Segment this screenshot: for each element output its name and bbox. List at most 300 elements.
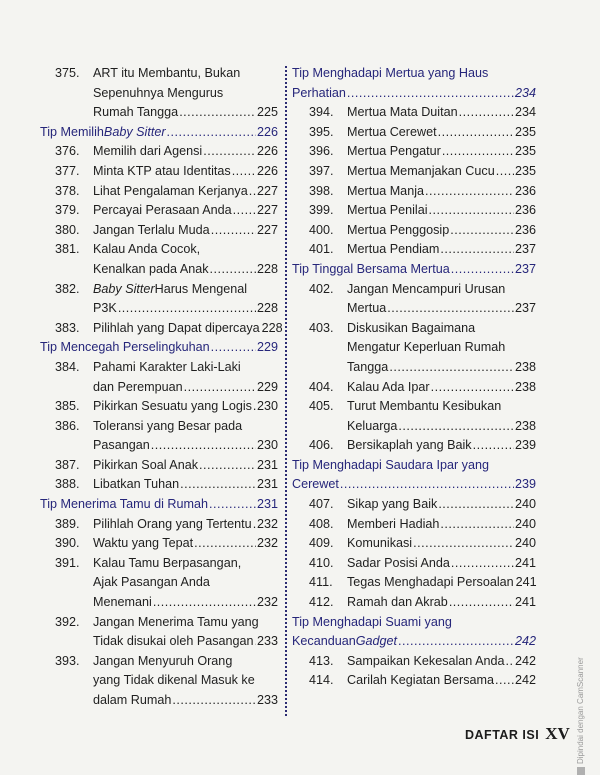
entry-page-number: 240	[514, 536, 536, 551]
dot-leader	[199, 456, 256, 476]
entry-title-text: Mertua	[347, 301, 387, 316]
entry-body	[347, 103, 536, 123]
entry-page-number: 232	[256, 536, 278, 551]
toc-entry	[40, 142, 278, 162]
toc-section-heading	[292, 260, 536, 280]
entry-title-text: ART itu Membantu, Bukan	[93, 66, 241, 80]
toc-entry	[292, 534, 536, 554]
entry-line	[347, 652, 536, 672]
dot-leader	[210, 260, 256, 280]
entry-line	[93, 103, 278, 123]
toc-entry	[40, 319, 283, 339]
toc-entry	[40, 358, 278, 397]
entry-number: 383.	[55, 320, 80, 335]
entry-page-number: 238	[514, 359, 536, 374]
toc-section-heading	[292, 64, 536, 103]
entry-line	[93, 201, 278, 221]
dot-leader	[398, 417, 514, 437]
dot-leader	[253, 515, 256, 535]
entry-title-text: Minta KTP atau Identitas	[93, 163, 231, 178]
entry-line	[93, 378, 278, 398]
entry-body	[93, 280, 278, 319]
entry-title-text: Tangga	[347, 359, 389, 374]
toc-entry	[40, 162, 278, 182]
entry-title-text: Libatkan Tuhan	[93, 477, 180, 492]
entry-page-number: 237	[514, 242, 536, 257]
entry-number: 381.	[55, 242, 80, 257]
entry-page-number: 227	[256, 183, 278, 198]
entry-number: 413.	[309, 653, 334, 668]
toc-section-heading	[292, 456, 536, 495]
toc-entry	[40, 221, 278, 241]
toc-entry	[292, 495, 536, 515]
entry-title-text: Kenalkan pada Anak	[93, 261, 209, 276]
entry-page-number: 227	[256, 203, 278, 218]
dot-leader	[442, 142, 514, 162]
entry-body	[93, 240, 278, 279]
dot-leader	[449, 593, 514, 613]
entry-body	[93, 142, 278, 162]
entry-title-text: Ajak Pasangan Anda	[93, 575, 210, 590]
section-page-number: 237	[514, 261, 536, 276]
section-title-text: Tip Mencegah Perselingkuhan	[40, 340, 210, 355]
entry-body	[347, 319, 536, 378]
toc-entry	[292, 103, 536, 123]
entry-page-number: 231	[256, 477, 278, 492]
entry-line	[93, 554, 278, 574]
entry-title-text: Mertua Cerewet	[347, 124, 437, 139]
entry-body	[347, 573, 536, 593]
entry-line	[347, 162, 536, 182]
entry-body	[347, 123, 536, 143]
toc-entry	[40, 182, 278, 202]
toc-entry	[292, 671, 536, 691]
section-title-text: Kecanduan	[292, 634, 356, 649]
entry-body	[93, 554, 278, 613]
entry-title-text: Mertua Manja	[347, 183, 424, 198]
toc-entry	[292, 123, 536, 143]
entry-number: 385.	[55, 399, 80, 414]
dot-leader	[440, 515, 514, 535]
entry-title-text: Waktu yang Tepat	[93, 536, 194, 551]
dot-leader	[451, 260, 514, 280]
entry-title-text: Pasangan	[93, 438, 150, 453]
entry-title-text: Mengatur Keperluan Rumah	[347, 340, 506, 355]
entry-line	[93, 417, 278, 437]
entry-line	[347, 671, 536, 691]
entry-title-text: Mertua Memanjakan Cucu	[347, 163, 495, 178]
entry-page-number: 234	[514, 105, 536, 120]
entry-title-text: Sadar Posisi Anda	[347, 555, 450, 570]
dot-leader	[425, 182, 514, 202]
toc-entry	[292, 436, 536, 456]
entry-page-number: 232	[256, 595, 278, 610]
entry-number: 403.	[309, 320, 334, 335]
entry-line	[93, 475, 278, 495]
entry-number: 405.	[309, 399, 334, 414]
entry-line	[347, 338, 536, 358]
entry-title-text: Jangan Terlalu Muda	[93, 222, 210, 237]
entry-title-text: Turut Membantu Kesibukan	[347, 399, 502, 414]
entry-body	[347, 221, 536, 241]
entry-line	[93, 632, 278, 652]
entry-body	[93, 652, 278, 711]
footer-label: DAFTAR ISI	[465, 728, 540, 742]
entry-page-number: 227	[256, 222, 278, 237]
entry-title-text: Tegas Menghadapi Persoalan	[347, 575, 514, 590]
entry-title-text: Memilih dari Agensi	[93, 144, 203, 159]
entry-line	[347, 534, 536, 554]
entry-body	[93, 417, 278, 456]
dot-leader	[180, 475, 256, 495]
entry-line	[93, 691, 278, 711]
entry-page-number: 240	[514, 497, 536, 512]
entry-page-number: 226	[256, 163, 278, 178]
dot-leader	[429, 201, 514, 221]
entry-page-number: 242	[514, 653, 536, 668]
toc-entry	[292, 554, 536, 574]
entry-page-number: 242	[514, 673, 536, 688]
entry-page-number: 240	[514, 516, 536, 531]
toc-entry	[40, 456, 278, 476]
entry-line	[93, 142, 278, 162]
entry-line	[93, 299, 278, 319]
section-title-text: Cerewet	[292, 477, 339, 492]
section-page-number: 231	[256, 497, 278, 512]
entry-line	[93, 534, 278, 554]
entry-title-text: Mertua Pendiam	[347, 242, 440, 257]
entry-title-text: Pilihlah Orang yang Tertentu	[93, 516, 252, 531]
dot-leader	[495, 671, 514, 691]
entry-body	[93, 475, 278, 495]
dot-leader	[253, 397, 256, 417]
section-page-number: 229	[256, 340, 278, 355]
entry-body	[347, 495, 536, 515]
entry-title-text: Tidak disukai oleh Pasangan	[93, 634, 254, 649]
entry-page-number: 225	[256, 105, 278, 120]
section-title-text: Tip Menghadapi Saudara Ipar yang	[292, 457, 489, 472]
entry-line	[347, 201, 536, 221]
section-page-number: 242	[514, 634, 536, 649]
dot-leader	[249, 182, 256, 202]
entry-title-text: Kalau Anda Cocok,	[93, 242, 201, 257]
entry-title-text: Sikap yang Baik	[347, 497, 438, 512]
toc-section-heading	[292, 613, 536, 652]
toc-entry	[40, 475, 278, 495]
entry-title-text: Mertua Mata Duitan	[347, 105, 458, 120]
entry-number: 395.	[309, 124, 334, 139]
toc-section-heading	[40, 338, 278, 358]
dot-leader	[233, 201, 256, 221]
entry-page-number: 230	[256, 438, 278, 453]
toc-entry	[40, 417, 278, 456]
entry-title-text: Jangan Menyuruh Orang	[93, 653, 233, 668]
section-heading-line	[292, 613, 536, 633]
dot-leader	[203, 142, 256, 162]
entry-title-text: Mertua Pengatur	[347, 144, 441, 159]
dot-leader	[438, 495, 514, 515]
entry-page-number: 228	[261, 320, 283, 335]
entry-line	[347, 593, 536, 613]
entry-line	[93, 573, 278, 593]
entry-page-number: 228	[256, 301, 278, 316]
dot-leader	[209, 495, 256, 515]
entry-body	[93, 515, 278, 535]
entry-number: 379.	[55, 203, 80, 218]
entry-page-number: 226	[256, 144, 278, 159]
entry-body	[93, 358, 278, 397]
section-heading-line	[292, 632, 536, 652]
dot-leader	[179, 103, 256, 123]
entry-page-number: 236	[514, 203, 536, 218]
entry-line	[93, 436, 278, 456]
entry-title-text: Pilihlah yang Dapat dipercaya	[93, 320, 260, 335]
toc-entry	[40, 652, 278, 711]
entry-page-number: 239	[514, 438, 536, 453]
entry-body	[93, 182, 278, 202]
entry-page-number: 235	[514, 144, 536, 159]
entry-body	[347, 397, 536, 436]
dot-leader	[167, 123, 256, 143]
entry-line	[93, 613, 278, 633]
entry-title-text: Memberi Hadiah	[347, 516, 440, 531]
entry-body	[93, 64, 278, 123]
entry-title-italic: Baby Sitter	[93, 281, 155, 296]
entry-number: 375.	[55, 66, 80, 80]
entry-line	[347, 123, 536, 143]
toc-entry	[292, 240, 536, 260]
entry-page-number: 241	[514, 595, 536, 610]
toc-section-heading	[40, 495, 278, 515]
toc-right-column	[292, 64, 536, 691]
dot-leader	[255, 632, 256, 652]
dot-leader	[172, 691, 256, 711]
section-heading-line	[292, 64, 536, 84]
toc-entry	[40, 554, 278, 613]
page-number: XV	[545, 724, 570, 743]
entry-title-text: Jangan Mencampuri Urusan	[347, 281, 506, 296]
entry-line	[347, 103, 536, 123]
entry-line	[347, 280, 536, 300]
entry-line	[93, 260, 278, 280]
entry-title-text: Sepenuhnya Mengurus	[93, 85, 224, 100]
entry-line	[347, 378, 536, 398]
entry-line	[93, 182, 278, 202]
entry-body	[93, 613, 278, 652]
toc-entry	[292, 319, 536, 378]
entry-line	[347, 319, 536, 339]
toc-entry	[292, 573, 536, 593]
entry-number: 388.	[55, 477, 80, 492]
entry-page-number: 233	[256, 693, 278, 707]
section-title-text: Perhatian	[292, 85, 346, 100]
entry-number: 376.	[55, 144, 80, 159]
entry-body	[93, 221, 278, 241]
section-title-text: Tip Menghadapi Suami yang	[292, 614, 452, 629]
entry-title-text: Kalau Ada Ipar	[347, 379, 430, 394]
entry-number: 394.	[309, 105, 334, 120]
entry-body	[347, 201, 536, 221]
dot-leader	[184, 378, 256, 398]
entry-line	[347, 240, 536, 260]
entry-title-text: Ramah dan Akrab	[347, 595, 448, 610]
section-title-text: Tip Menerima Tamu di Rumah	[40, 497, 208, 512]
dot-leader	[459, 103, 514, 123]
entry-body	[347, 162, 536, 182]
toc-entry	[292, 280, 536, 319]
entry-body	[347, 554, 536, 574]
section-heading-line	[292, 456, 536, 476]
watermark-text: Dipindai dengan CamScanner	[576, 657, 585, 764]
entry-page-number: 241	[515, 575, 537, 590]
entry-body	[347, 515, 536, 535]
entry-number: 389.	[55, 516, 80, 531]
entry-title-text: Mertua Penilai	[347, 203, 428, 218]
entry-page-number: 236	[514, 183, 536, 198]
entry-number: 380.	[55, 222, 80, 237]
entry-number: 396.	[309, 144, 334, 159]
entry-number: 390.	[55, 536, 80, 551]
section-heading-line	[292, 84, 536, 104]
entry-page-number: 238	[514, 379, 536, 394]
entry-title-text: Diskusikan Bagaimana	[347, 320, 476, 335]
dot-leader	[347, 84, 514, 104]
entry-page-number: 235	[514, 124, 536, 139]
toc-entry	[292, 515, 536, 535]
section-heading-line	[40, 338, 278, 358]
toc-entry	[292, 397, 536, 436]
entry-line	[347, 221, 536, 241]
entry-number: 392.	[55, 614, 80, 629]
dot-leader	[473, 436, 514, 456]
entry-line	[93, 593, 278, 613]
dot-leader	[413, 534, 514, 554]
toc-entry	[40, 397, 278, 417]
entry-number: 393.	[55, 653, 80, 668]
camscanner-logo-icon	[577, 767, 585, 775]
section-heading-line	[40, 495, 278, 515]
entry-number: 398.	[309, 183, 334, 198]
column-divider	[285, 66, 287, 716]
entry-page-number: 238	[514, 418, 536, 433]
entry-number: 391.	[55, 555, 80, 570]
entry-number: 409.	[309, 536, 334, 551]
entry-title-text: Rumah Tangga	[93, 105, 179, 120]
section-heading-line	[292, 475, 536, 495]
entry-body	[347, 534, 536, 554]
entry-title-text: Jangan Menerima Tamu yang	[93, 614, 259, 629]
entry-body	[347, 378, 536, 398]
toc-entry	[292, 652, 536, 672]
entry-body	[347, 142, 536, 162]
entry-line	[347, 554, 536, 574]
entry-page-number: 231	[256, 457, 278, 472]
entry-title-text: Pikirkan Soal Anak	[93, 457, 199, 472]
section-title-text: Tip Memilih	[40, 124, 104, 139]
entry-body	[93, 534, 278, 554]
entry-title-text: Percayai Perasaan Anda	[93, 203, 232, 218]
entry-page-number: 237	[514, 301, 536, 316]
entry-number: 407.	[309, 497, 334, 512]
entry-title-text: yang Tidak dikenal Masuk ke	[93, 673, 255, 688]
section-heading-line	[292, 260, 536, 280]
entry-body	[93, 456, 278, 476]
dot-leader	[194, 534, 256, 554]
dot-leader	[211, 221, 256, 241]
toc-entry	[40, 240, 278, 279]
toc-section-heading	[40, 123, 278, 143]
toc-entry	[292, 182, 536, 202]
dot-leader	[340, 475, 514, 495]
entry-number: 414.	[309, 673, 334, 688]
toc-entry	[292, 593, 536, 613]
entry-line	[347, 182, 536, 202]
entry-line	[347, 495, 536, 515]
dot-leader	[153, 593, 256, 613]
entry-title-text: Harus Mengenal	[154, 281, 248, 296]
entry-page-number: 232	[256, 516, 278, 531]
entry-body	[347, 671, 536, 691]
entry-number: 408.	[309, 516, 334, 531]
entry-title-text: Pahami Karakter Laki-Laki	[93, 359, 241, 374]
entry-title-text: Toleransi yang Besar pada	[93, 418, 243, 433]
entry-line	[347, 397, 536, 417]
entry-page-number: 241	[514, 555, 536, 570]
entry-title-text: Pikirkan Sesuatu yang Logis	[93, 399, 252, 414]
dot-leader	[431, 378, 514, 398]
entry-body	[93, 397, 278, 417]
entry-number: 387.	[55, 457, 80, 472]
entry-line	[347, 299, 536, 319]
entry-line	[93, 84, 278, 104]
section-page-number: 239	[514, 477, 536, 492]
entry-line	[93, 671, 278, 691]
section-title-italic: Gadget	[355, 634, 398, 649]
page-footer	[465, 724, 570, 744]
section-title-text: Tip Tinggal Bersama Mertua	[292, 261, 450, 276]
entry-line	[347, 358, 536, 378]
entry-number: 412.	[309, 595, 334, 610]
section-page-number: 226	[256, 124, 278, 139]
toc-entry	[292, 378, 536, 398]
dot-leader	[496, 162, 514, 182]
entry-line	[93, 397, 278, 417]
entry-title-text: Sampaikan Kekesalan Anda	[347, 653, 505, 668]
dot-leader	[450, 221, 514, 241]
toc-entry	[40, 201, 278, 221]
entry-line	[93, 319, 283, 339]
entry-number: 411.	[309, 575, 333, 590]
toc-entry	[292, 201, 536, 221]
entry-body	[347, 593, 536, 613]
dot-leader	[506, 652, 514, 672]
dot-leader	[387, 299, 514, 319]
entry-page-number: 233	[256, 634, 278, 649]
entry-number: 386.	[55, 418, 80, 433]
dot-leader	[211, 338, 256, 358]
entry-number: 377.	[55, 163, 80, 178]
dot-leader	[118, 299, 256, 319]
entry-number: 399.	[309, 203, 334, 218]
entry-page-number: 228	[256, 261, 278, 276]
entry-body	[93, 162, 278, 182]
entry-number: 397.	[309, 163, 334, 178]
toc-entry	[40, 613, 278, 652]
toc-entry	[292, 142, 536, 162]
entry-line	[93, 221, 278, 241]
entry-line	[93, 162, 278, 182]
entry-line	[93, 240, 278, 260]
